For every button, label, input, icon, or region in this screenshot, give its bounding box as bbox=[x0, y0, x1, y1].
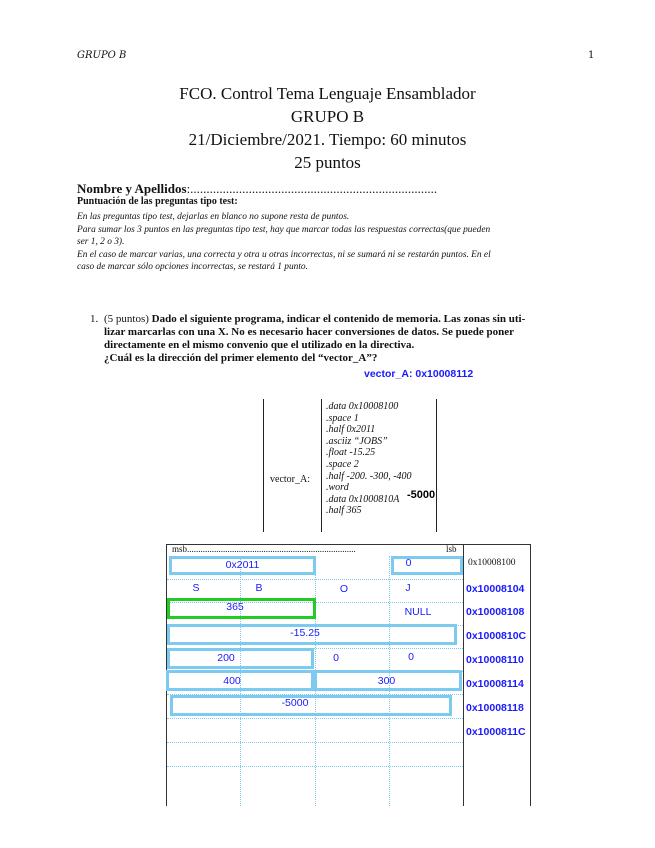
instruction-3b: caso de marcar sólo opciones incorrectas, se restará 1 punto. bbox=[77, 262, 308, 272]
program-line: .space 1 bbox=[326, 412, 359, 424]
cell-r4-b0: 0 bbox=[408, 651, 414, 663]
program-line: .float -15.25 bbox=[326, 447, 376, 459]
cell-r1-b0: J bbox=[405, 582, 411, 594]
title-line-3: 21/Diciembre/2021. Tiempo: 60 minutos bbox=[188, 130, 467, 149]
program-line: .half 365 bbox=[326, 505, 362, 517]
address-1: 0x10008104 bbox=[466, 583, 525, 595]
program-line: .half -200. -300, -400 bbox=[326, 470, 412, 482]
msb-label: msb........................................................................... bbox=[172, 544, 356, 554]
address-5: 0x10008114 bbox=[466, 678, 524, 690]
question-text bbox=[104, 313, 599, 365]
cell-r0-b0: 0 bbox=[405, 557, 412, 569]
row-divider bbox=[167, 718, 463, 719]
cell-r4-half: 200 bbox=[217, 652, 235, 664]
cell-r6-word: -5000 bbox=[281, 697, 309, 709]
question-line-3: directamente en el mismo convenio que el utilizado en la directiva. bbox=[104, 339, 415, 351]
puntuacion-instructions bbox=[77, 211, 597, 274]
instruction-1: En las preguntas tipo test, dejarlas en blanco no supone resta de puntos. bbox=[77, 212, 350, 222]
word-annotation: -5000 bbox=[407, 489, 436, 501]
question-line-4: ¿Cuál es la dirección del primer elemento del “vector_A”? bbox=[104, 352, 378, 364]
program-line: .half 0x2011 bbox=[326, 424, 376, 436]
cell-r2-half: 365 bbox=[226, 601, 244, 613]
program-line: .word bbox=[326, 482, 349, 494]
nombre-label: Nombre y Apellidos bbox=[77, 181, 187, 196]
address-3: 0x1000810C bbox=[466, 630, 527, 642]
question-line-1: Dado el siguiente programa, indicar el contenido de memoria. Las zonas sin uti- bbox=[151, 313, 526, 325]
address-0: 0x10008100 bbox=[468, 558, 516, 568]
cell-r5-half-hi: 400 bbox=[223, 675, 241, 687]
row-divider bbox=[167, 742, 463, 743]
cell-r4-b1: 0 bbox=[333, 652, 339, 664]
program-line: .data 0x10008100 bbox=[326, 401, 399, 412]
question-number: 1. bbox=[90, 313, 99, 325]
cell-r1-b3: S bbox=[192, 582, 200, 594]
cell-r3-word: -15.25 bbox=[290, 627, 320, 639]
question-line-2: lizar marcarlas con una X. No es necesario hacer conversiones de datos. Se puede poner bbox=[104, 326, 515, 338]
puntuacion-heading: Puntuación de las preguntas tipo test: bbox=[77, 196, 238, 207]
program-line: .data 0x1000810A bbox=[326, 493, 400, 505]
question-points: (5 puntos) bbox=[104, 313, 149, 325]
cell-r5-half-lo: 300 bbox=[377, 675, 396, 687]
address-6: 0x10008118 bbox=[466, 702, 524, 714]
memory-grid bbox=[166, 544, 531, 806]
nombre-dots: :............................................................................ bbox=[186, 181, 438, 196]
cell-r0-half: 0x2011 bbox=[225, 559, 260, 571]
answer-vector-address: vector_A: 0x10008112 bbox=[364, 368, 474, 380]
lsb-label: lsb bbox=[446, 544, 457, 554]
instruction-2b: ser 1, 2 o 3). bbox=[77, 237, 125, 247]
cell-r1-b1: O bbox=[339, 583, 349, 595]
program-line: .asciiz “JOBS” bbox=[326, 435, 388, 447]
title-line-2: GRUPO B bbox=[290, 107, 365, 126]
program-line: .space 2 bbox=[326, 458, 359, 470]
address-4: 0x10008110 bbox=[466, 654, 524, 666]
address-2: 0x10008108 bbox=[466, 606, 525, 618]
instruction-3a: En el caso de marcar varias, una correcta y otra u otras incorrectas, ni se sumará ni se restarán puntos. En el bbox=[77, 249, 491, 260]
row-divider bbox=[167, 579, 463, 580]
program-table bbox=[263, 399, 437, 532]
title-line-4: 25 puntos bbox=[294, 153, 361, 172]
title-line-1: FCO. Control Tema Lenguaje Ensamblador bbox=[179, 84, 476, 103]
page-number: 1 bbox=[588, 50, 595, 61]
running-header: GRUPO B bbox=[77, 50, 127, 61]
instruction-2a: Para sumar los 3 puntos en las preguntas tipo test, hay que marcar todas las respuestas correctas(que pueden bbox=[77, 224, 491, 235]
nombre-field bbox=[77, 181, 437, 197]
address-7: 0x1000811C bbox=[466, 726, 526, 738]
row-divider bbox=[167, 766, 463, 767]
cell-r1-b2: B bbox=[255, 582, 263, 594]
program-label: vector_A: bbox=[270, 474, 310, 485]
cell-r2-b0: NULL bbox=[404, 606, 432, 618]
program-lines bbox=[326, 401, 412, 517]
